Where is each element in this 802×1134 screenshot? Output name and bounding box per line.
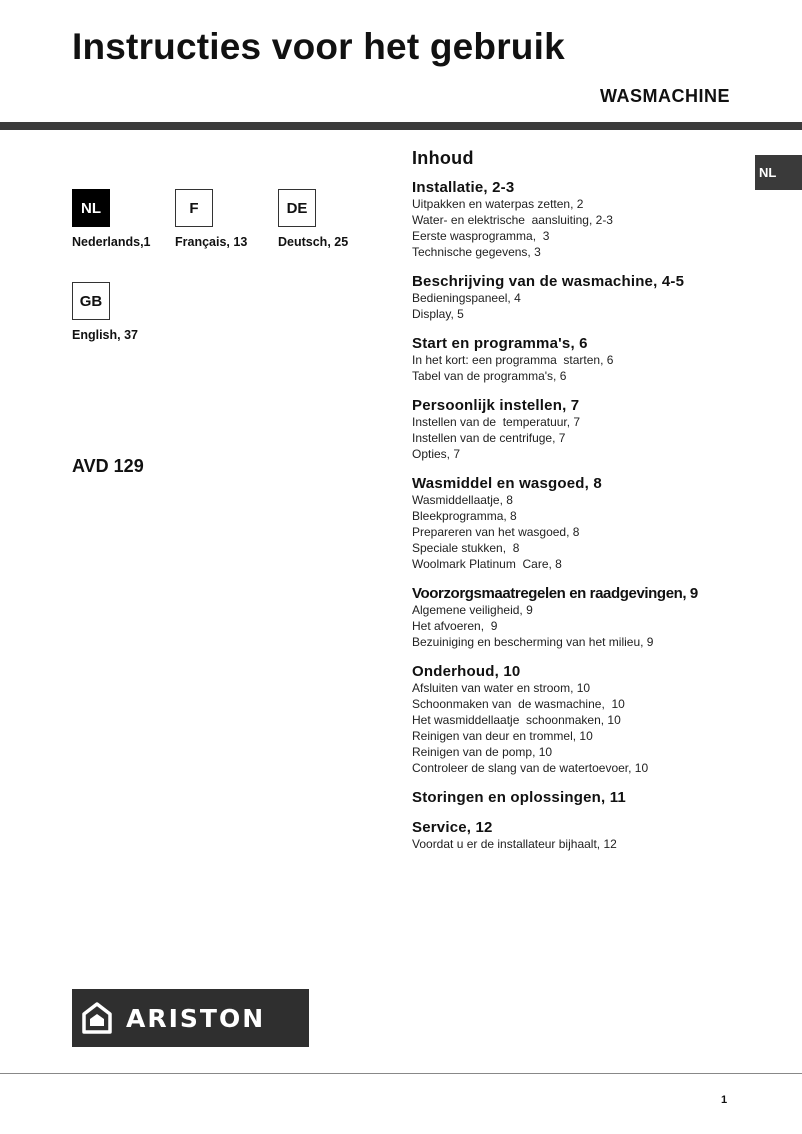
toc-item: Instellen van de temperatuur, 7 (412, 415, 581, 429)
toc-item: Display, 5 (412, 307, 464, 321)
toc-item: Controleer de slang van de watertoevoer, 10 (412, 761, 649, 775)
toc-item: Uitpakken en waterpas zetten, 2 (412, 197, 584, 211)
table-of-contents (412, 148, 752, 865)
toc-section-onderhoud (412, 663, 752, 776)
toc-section-title: Onderhoud, 10 (412, 663, 521, 680)
toc-item: Tabel van de programma's, 6 (412, 369, 567, 383)
toc-item: Instellen van de centrifuge, 7 (412, 431, 566, 445)
language-box-de[interactable]: DE (278, 189, 316, 227)
toc-item: Bleekprogramma, 8 (412, 509, 517, 523)
toc-item: In het kort: een programma starten, 6 (412, 353, 614, 367)
toc-section-title: Wasmiddel en wasgoed, 8 (412, 475, 602, 492)
toc-item: Opties, 7 (412, 447, 461, 461)
toc-section-title: Installatie, 2-3 (412, 179, 515, 196)
language-box-gb[interactable]: GB (72, 282, 110, 320)
header-divider (0, 122, 802, 130)
language-label-gb: English, 37 (72, 328, 138, 342)
toc-item: Schoonmaken van de wasmachine, 10 (412, 697, 625, 711)
toc-section-service (412, 819, 752, 852)
brand-name: ARISTON (126, 1003, 266, 1033)
side-tab-label: NL (759, 165, 777, 180)
toc-section-voorzorgsmaatregelen (412, 585, 752, 650)
toc-section-persoonlijk (412, 397, 752, 462)
language-side-tab (755, 155, 802, 190)
toc-item: Bedieningspaneel, 4 (412, 291, 521, 305)
language-box-f[interactable]: F (175, 189, 213, 227)
toc-item: Reinigen van de pomp, 10 (412, 745, 553, 759)
document-subtitle: WASMACHINE (600, 86, 730, 106)
language-box-nl[interactable]: NL (72, 189, 110, 227)
toc-item: Algemene veiligheid, 9 (412, 603, 533, 617)
toc-item: Afsluiten van water en stroom, 10 (412, 681, 591, 695)
footer-divider (0, 1073, 802, 1074)
toc-section-title: Persoonlijk instellen, 7 (412, 397, 580, 414)
house-logo-icon (82, 1002, 112, 1034)
language-label-de: Deutsch, 25 (278, 235, 349, 249)
toc-item: Prepareren van het wasgoed, 8 (412, 525, 580, 539)
toc-section-start (412, 335, 752, 384)
toc-item: Wasmiddellaatje, 8 (412, 493, 513, 507)
page-number: 1 (721, 1094, 728, 1106)
toc-section-wasmiddel (412, 475, 752, 572)
toc-section-title: Start en programma's, 6 (412, 335, 588, 352)
toc-section-installatie (412, 179, 752, 260)
ariston-logo (72, 989, 309, 1047)
toc-section-title: Service, 12 (412, 819, 493, 836)
toc-section-title: Beschrijving van de wasmachine, 4-5 (412, 273, 685, 290)
toc-item: Het afvoeren, 9 (412, 619, 498, 633)
toc-item: Speciale stukken, 8 (412, 541, 520, 555)
toc-item: Voordat u er de installateur bijhaalt, 12 (412, 837, 617, 851)
toc-section-beschrijving (412, 273, 752, 322)
toc-section-storingen (412, 789, 752, 806)
toc-item: Reinigen van deur en trommel, 10 (412, 729, 593, 743)
toc-item: Het wasmiddellaatje schoonmaken, 10 (412, 713, 621, 727)
toc-section-title: Storingen en oplossingen, 11 (412, 789, 626, 806)
toc-item: Water- en elektrische aansluiting, 2-3 (412, 213, 613, 227)
toc-item: Technische gegevens, 3 (412, 245, 541, 259)
page-title: Instructies voor het gebruik (72, 26, 565, 67)
toc-section-title: Voorzorgsmaatregelen en raadgevingen, 9 (412, 585, 698, 602)
toc-heading: Inhoud (412, 148, 474, 168)
language-label-nl: Nederlands,1 (72, 235, 151, 249)
toc-item: Woolmark Platinum Care, 8 (412, 557, 562, 571)
language-label-f: Français, 13 (175, 235, 248, 249)
toc-item: Eerste wasprogramma, 3 (412, 229, 550, 243)
model-number: AVD 129 (72, 456, 144, 476)
toc-item: Bezuiniging en bescherming van het milieu, 9 (412, 635, 654, 649)
